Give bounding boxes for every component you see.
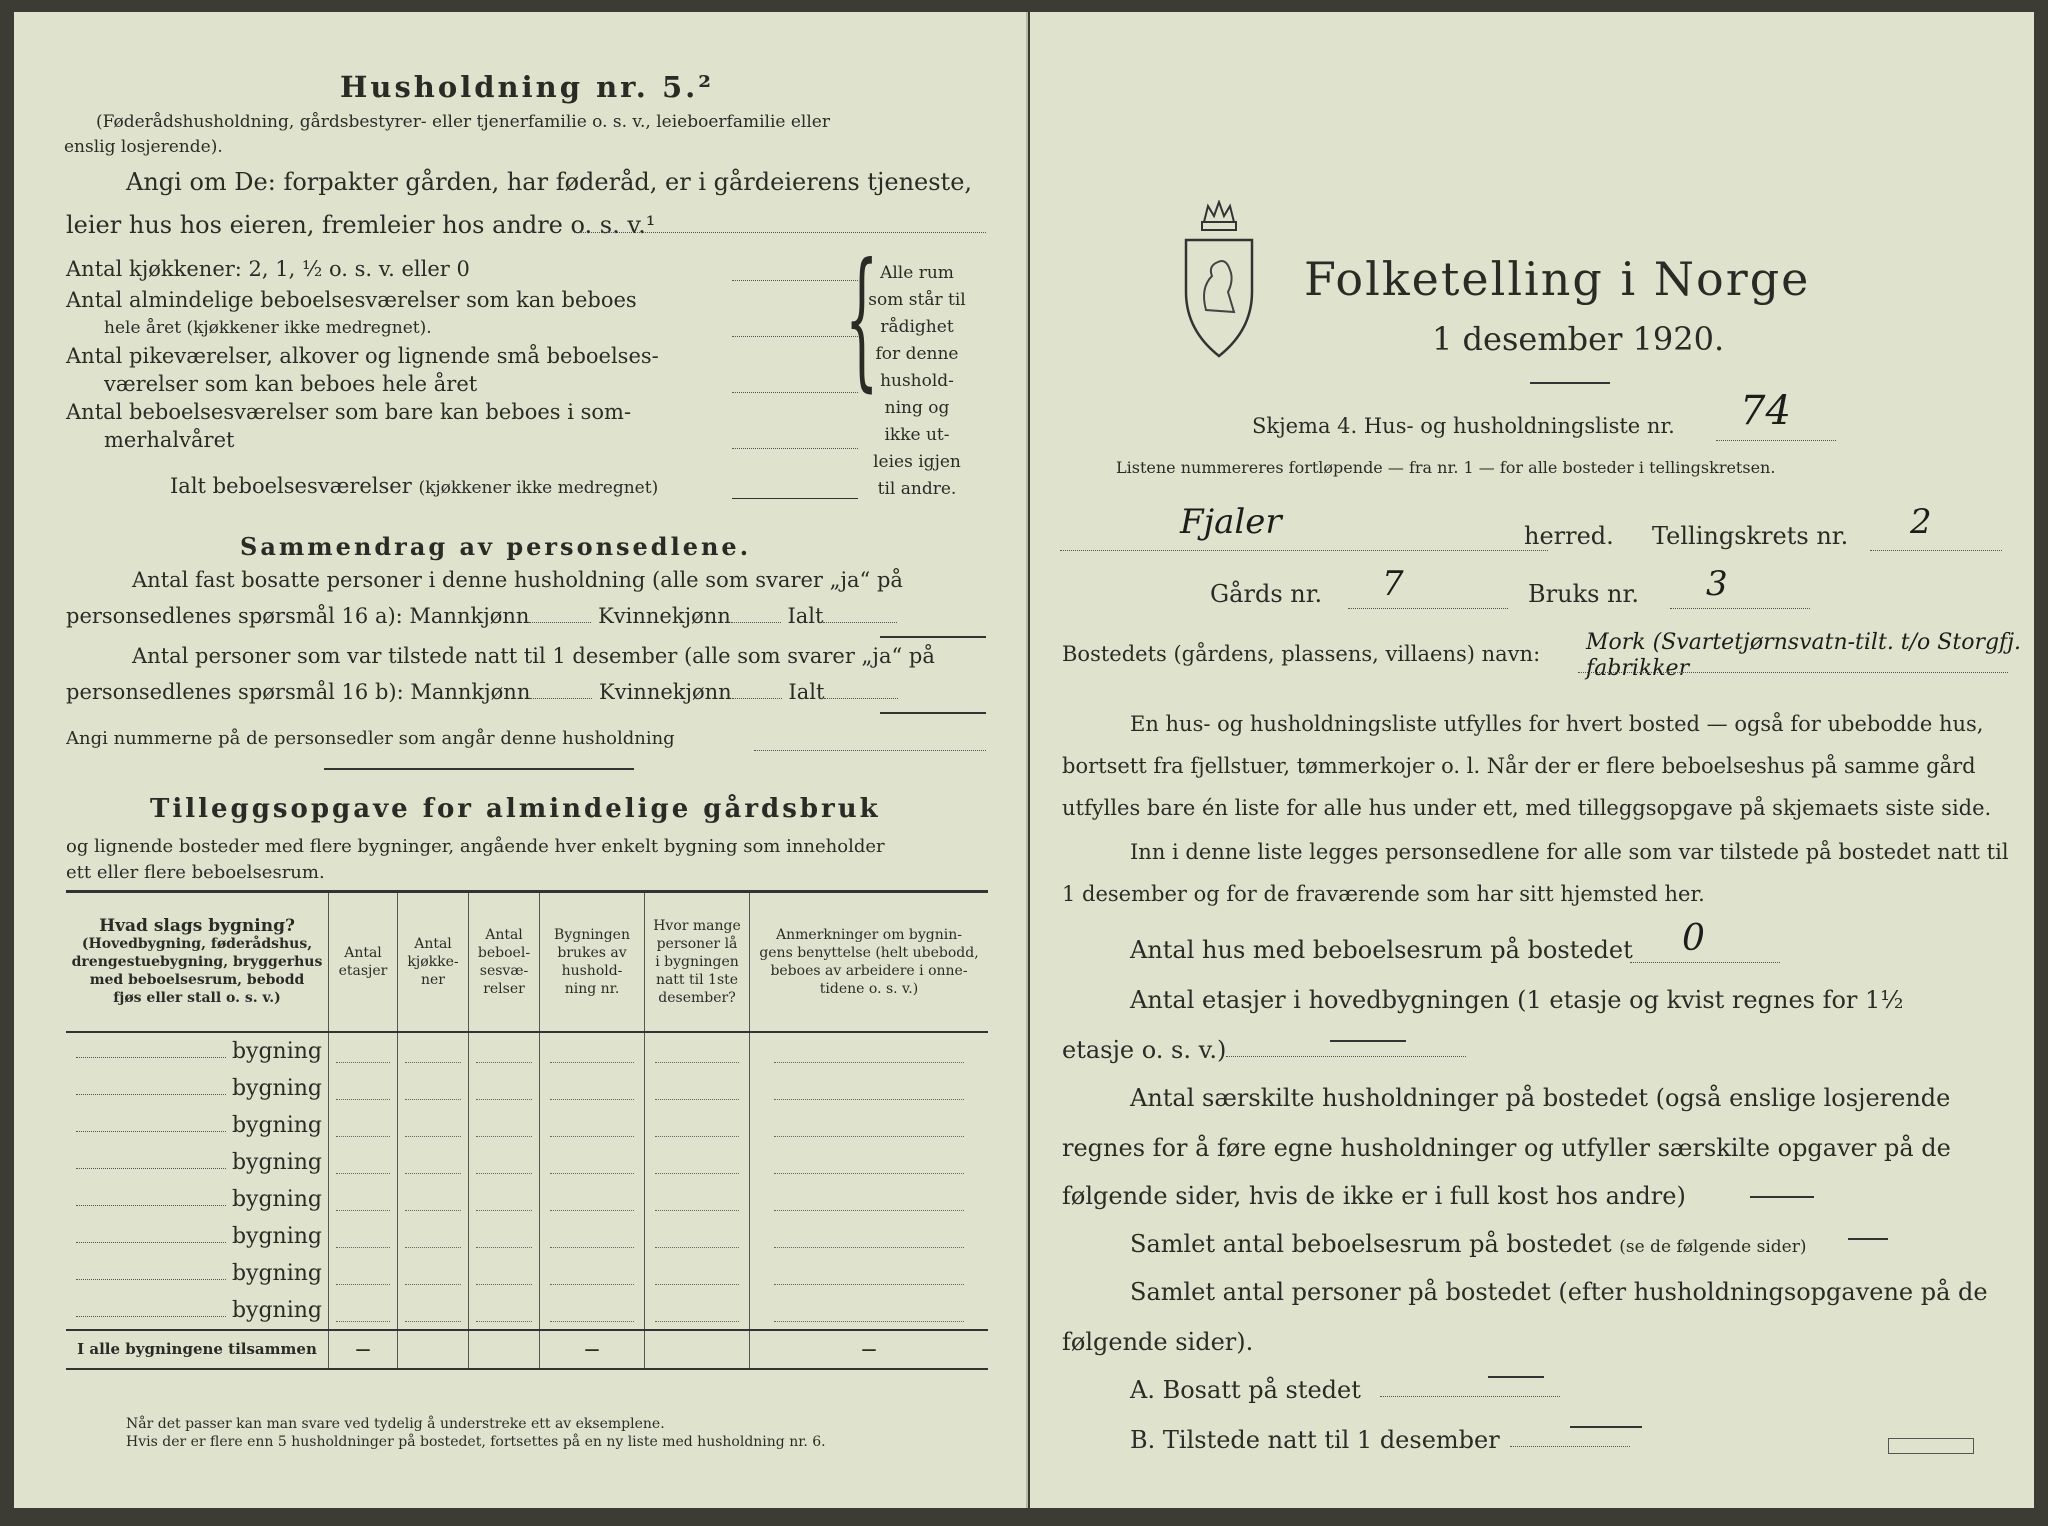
table-cell xyxy=(398,1255,469,1292)
table-row xyxy=(66,1144,988,1181)
rooms-maids-2: værelser som kan beboes hele året xyxy=(104,372,478,396)
total-label: I alle bygningene tilsammen xyxy=(66,1330,329,1369)
rooms-ordinary-2: hele året (kjøkkener ikke medregnet). xyxy=(104,318,432,338)
info-line-3: utfylles bare én liste for alle hus under ett, med tilleggsopgave på skjemaets siste side. xyxy=(1062,796,1992,820)
building-type-cell xyxy=(66,1070,329,1107)
rooms-total: Ialt beboelsesværelser (kjøkkener ikke medregnet) xyxy=(170,474,659,498)
col-floors: Antal etasjer xyxy=(329,892,398,1032)
table-cell xyxy=(469,1255,540,1292)
intro-line-1: (Føderådshusholdning, gårdsbestyrer- eller tjenerfamilie o. s. v., leieboerfamilie eller xyxy=(96,112,830,132)
table-cell xyxy=(750,1032,989,1070)
table-cell xyxy=(540,1255,645,1292)
table-cell xyxy=(540,1292,645,1330)
table-cell xyxy=(750,1181,989,1218)
q-houses-value: 0 xyxy=(1682,918,1705,959)
q-houses: Antal hus med beboelsesrum på bostedet xyxy=(1130,936,1633,964)
col-kitchens: Antal kjøkke- ner xyxy=(398,892,469,1032)
rooms-maids-1: Antal pikeværelser, alkover og lignende små beboelses- xyxy=(66,344,659,368)
table-cell xyxy=(750,1107,989,1144)
q-households-2: regnes for å føre egne husholdninger og utfyller særskilte opgaver på de xyxy=(1062,1134,1951,1162)
building-type-cell xyxy=(66,1144,329,1181)
building-label: bygning xyxy=(231,1038,322,1064)
extra-intro-2: ett eller flere beboelsesrum. xyxy=(66,862,325,883)
left-page: Husholdning nr. 5.² (Føderådshusholdning, gårdsbestyrer- eller tjenerfamilie o. s. v., leieboerfamilie eller enslig losjerende). Angi om De: forpakter gården, har føderåd, er i gårdeierens tjeneste, leier hus hos eieren, fremleier hos andre o. s. v.¹ Antal kjøkkener: 2, 1, ½ o. s. v. eller 0 Antal almindelige beboelsesværelser som kan beboes hele året (kjøkkener ikke medregnet). Antal pikeværelser, alkover og lignende små beboelses- værelser som kan beboes hele året Antal beboelsesværelser som bare kan beboes i som- merhalvåret { Alle rum som står til rådighet for denne hushold- ning og ikke ut- leies igjen til andre. Ialt beboelsesværelser (kjøkkener ikke medregnet) Sammendrag av personsedlene. Antal fast bosatte personer i denne husholdning (alle som svarer „ja“ på personsedlenes spørsmål 16 a): Mannkjønn Kvinnekjønn Ialt Antal personer som var tilstede natt til 1 desember (alle som svarer „ja“ på personsedlenes spørsmål 16 b): Mannkjønn Kvinnekjønn Ialt Angi nummerne på de personsedler som angår denne husholdning Tilleggsopgave for almindelige gårdsbruk og lignende bosteder med flere bygninger, angående hver enkelt bygning som inneholder ett eller flere beboelsesrum. Hvad slags bygning? (Hovedbygning, føderådshus, drengestuebygning, bryggerhus med beboelsesrum, bebodd fjøs eller stall o. s. v.) Antal etasjer Antal kjøkke- ner Antal beboel- sesvæ- relser Bygningen brukes av hushold- ning nr. Hvor mange personer lå i bygningen natt til 1ste desember? Anmerkninger om bygnin- gens benyttelse (helt ubebodd, beboes av arbeidere i onne- tidene o. s. v.) bygning bygning bygning bygning bygning bygning bygning bygning I alle bygningene tilsammen — — — Når det passer kan man svare ved tydelig å understreke ett av eksemplene. Hvis der er flere enn 5 husholdninger på bostedet, fortsettes på en ny liste med husholdning nr. 6. xyxy=(14,12,1028,1508)
household-title: Husholdning nr. 5.² xyxy=(340,70,714,104)
info-line-5: 1 desember og for de fraværende som har sitt hjemsted her. xyxy=(1062,882,1705,906)
q-total-persons-1: Samlet antal personer på bostedet (efter husholdningsopgavene på de xyxy=(1130,1278,1988,1306)
table-row xyxy=(66,1292,988,1330)
table-cell xyxy=(329,1070,398,1107)
herred-label: herred. xyxy=(1524,522,1614,550)
col-remarks: Anmerkninger om bygnin- gens benyttelse (helt ubebodd, beboes av arbeidere i onne- tidene o. s. v.) xyxy=(750,892,989,1032)
q-households-3: følgende sider, hvis de ikke er i full kost hos andre) xyxy=(1062,1182,1686,1210)
krets-value: 2 xyxy=(1910,502,1932,542)
table-cell xyxy=(540,1070,645,1107)
info-line-2: bortsett fra fjellstuer, tømmerkojer o. l. Når der er flere beboelseshus på samme gård xyxy=(1062,754,1976,778)
building-type-cell xyxy=(66,1218,329,1255)
table-row xyxy=(66,1255,988,1292)
table-row xyxy=(66,1107,988,1144)
gards-label: Gårds nr. xyxy=(1210,580,1323,608)
table-cell xyxy=(329,1255,398,1292)
footnote-1: Når det passer kan man svare ved tydelig å understreke ett av eksemplene. xyxy=(126,1416,665,1432)
q-floors-1: Antal etasjer i hovedbygningen (1 etasje og kvist regnes for 1½ xyxy=(1130,986,1904,1014)
q-households-1: Antal særskilte husholdninger på bostedet (også enslige losjerende xyxy=(1130,1084,1951,1112)
info-line-1: En hus- og husholdningsliste utfylles for hvert bosted — også for ubebodde hus, xyxy=(1130,712,1984,736)
skjema-line: Skjema 4. Hus- og husholdningsliste nr. xyxy=(1252,414,1675,438)
table-cell xyxy=(398,1292,469,1330)
table-cell xyxy=(750,1070,989,1107)
q-resident: A. Bosatt på stedet xyxy=(1130,1376,1361,1404)
building-type-cell xyxy=(66,1107,329,1144)
building-label: bygning xyxy=(231,1260,322,1286)
rooms-kitchens: Antal kjøkkener: 2, 1, ½ o. s. v. eller 0 xyxy=(66,257,470,281)
building-label: bygning xyxy=(231,1223,322,1249)
table-cell xyxy=(329,1218,398,1255)
table-row xyxy=(66,1070,988,1107)
table-cell xyxy=(645,1070,750,1107)
building-label: bygning xyxy=(231,1149,322,1175)
summary-line-3: Antal personer som var tilstede natt til 1 desember (alle som svarer „ja“ på xyxy=(132,644,935,668)
printer-stamp xyxy=(1888,1438,1974,1454)
table-cell xyxy=(398,1032,469,1070)
table-cell xyxy=(750,1218,989,1255)
table-cell xyxy=(540,1218,645,1255)
col-persons: Hvor mange personer lå i bygningen natt til 1ste desember? xyxy=(645,892,750,1032)
census-date: 1 desember 1920. xyxy=(1432,320,1725,358)
table-cell xyxy=(540,1107,645,1144)
angi-numbers: Angi nummerne på de personsedler som angår denne husholdning xyxy=(66,728,675,749)
extra-intro-1: og lignende bosteder med flere bygninger, angående hver enkelt bygning som inneholder xyxy=(66,836,885,857)
coat-of-arms-icon xyxy=(1178,200,1260,360)
table-cell xyxy=(329,1107,398,1144)
q-total-rooms: Samlet antal beboelsesrum på bostedet (se de følgende sider) xyxy=(1130,1230,1807,1258)
table-cell xyxy=(469,1292,540,1330)
list-number: 74 xyxy=(1740,388,1791,434)
buildings-table xyxy=(66,890,988,1370)
table-cell xyxy=(645,1181,750,1218)
table-cell xyxy=(398,1107,469,1144)
table-cell xyxy=(469,1107,540,1144)
building-label: bygning xyxy=(231,1075,322,1101)
table-cell xyxy=(329,1181,398,1218)
q-total-persons-2: følgende sider). xyxy=(1062,1328,1254,1356)
question-line-2: leier hus hos eieren, fremleier hos andre o. s. v.¹ xyxy=(66,211,656,239)
rooms-summer-1: Antal beboelsesværelser som bare kan beboes i som- xyxy=(66,400,632,424)
table-cell xyxy=(398,1218,469,1255)
table-cell xyxy=(645,1218,750,1255)
summary-line-2: personsedlenes spørsmål 16 a): Mannkjønn Kvinnekjønn Ialt xyxy=(66,604,897,628)
total-row: I alle bygningene tilsammen — — — xyxy=(66,1330,988,1369)
table-cell xyxy=(469,1218,540,1255)
q-present: B. Tilstede natt til 1 desember xyxy=(1130,1426,1500,1454)
building-label: bygning xyxy=(231,1186,322,1212)
table-cell xyxy=(645,1292,750,1330)
table-cell xyxy=(469,1032,540,1070)
summary-line-4: personsedlenes spørsmål 16 b): Mannkjønn Kvinnekjønn Ialt xyxy=(66,680,898,704)
table-row xyxy=(66,1032,988,1070)
right-page xyxy=(1030,12,2034,1508)
table-cell xyxy=(469,1144,540,1181)
table-cell xyxy=(540,1144,645,1181)
col-household: Bygningen brukes av hushold- ning nr. xyxy=(540,892,645,1032)
table-cell xyxy=(540,1181,645,1218)
building-type-cell xyxy=(66,1181,329,1218)
building-type-cell xyxy=(66,1032,329,1070)
herred-value: Fjaler xyxy=(1180,502,1282,542)
table-cell xyxy=(750,1292,989,1330)
table-cell xyxy=(469,1070,540,1107)
census-title: Folketelling i Norge xyxy=(1304,252,1811,306)
table-cell xyxy=(329,1144,398,1181)
intro-line-2: enslig losjerende). xyxy=(64,137,223,157)
bruks-value: 3 xyxy=(1706,564,1728,604)
building-type-cell xyxy=(66,1292,329,1330)
building-label: bygning xyxy=(231,1297,322,1323)
bosted-value: Mork (Svartetjørnsvatn-tilt. t/o Storgfj. fabrikker xyxy=(1586,630,2022,681)
rooms-note: Alle rum som står til rådighet for denne hushold- ning og ikke ut- leies igjen til andre. xyxy=(868,263,966,499)
q-floors-2: etasje o. s. v.) xyxy=(1062,1036,1227,1064)
krets-label: Tellingskrets nr. xyxy=(1652,522,1849,550)
info-line-4: Inn i denne liste legges personsedlene for alle som var tilstede på bostedet natt til xyxy=(1130,840,2009,864)
table-cell xyxy=(645,1255,750,1292)
summary-title: Sammendrag av personsedlene. xyxy=(240,532,752,561)
rooms-ordinary-1: Antal almindelige beboelsesværelser som kan beboes xyxy=(66,288,637,312)
table-cell xyxy=(469,1181,540,1218)
table-cell xyxy=(329,1292,398,1330)
table-cell xyxy=(750,1255,989,1292)
listene-note: Listene nummereres fortløpende — fra nr. 1 — for alle bosteder i tellingskretsen. xyxy=(1116,458,1776,477)
question-line-1: Angi om De: forpakter gården, har føderåd, er i gårdeierens tjeneste, xyxy=(126,168,973,196)
table-cell xyxy=(398,1070,469,1107)
footnote-2: Hvis der er flere enn 5 husholdninger på bostedet, fortsettes på en ny liste med husholdning nr. 6. xyxy=(126,1434,826,1450)
gards-value: 7 xyxy=(1382,564,1404,604)
table-cell xyxy=(540,1032,645,1070)
bruks-label: Bruks nr. xyxy=(1528,580,1639,608)
table-cell xyxy=(398,1144,469,1181)
table-cell xyxy=(750,1144,989,1181)
table-row xyxy=(66,1218,988,1255)
col-rooms: Antal beboel- sesvæ- relser xyxy=(469,892,540,1032)
col-building-type: Hvad slags bygning? (Hovedbygning, føderådshus, drengestuebygning, bryggerhus med beboelsesrum, bebodd fjøs eller stall o. s. v.) xyxy=(66,892,329,1032)
extra-title: Tilleggsopgave for almindelige gårdsbruk xyxy=(150,794,881,824)
building-label: bygning xyxy=(231,1112,322,1138)
table-cell xyxy=(645,1107,750,1144)
table-cell xyxy=(645,1032,750,1070)
table-row xyxy=(66,1181,988,1218)
table-cell xyxy=(329,1032,398,1070)
summary-line-1: Antal fast bosatte personer i denne husholdning (alle som svarer „ja“ på xyxy=(132,568,903,592)
table-cell xyxy=(645,1144,750,1181)
rooms-summer-2: merhalvåret xyxy=(104,428,235,452)
building-type-cell xyxy=(66,1255,329,1292)
table-cell xyxy=(398,1181,469,1218)
bosted-label: Bostedets (gårdens, plassens, villaens) navn: xyxy=(1062,642,1541,666)
